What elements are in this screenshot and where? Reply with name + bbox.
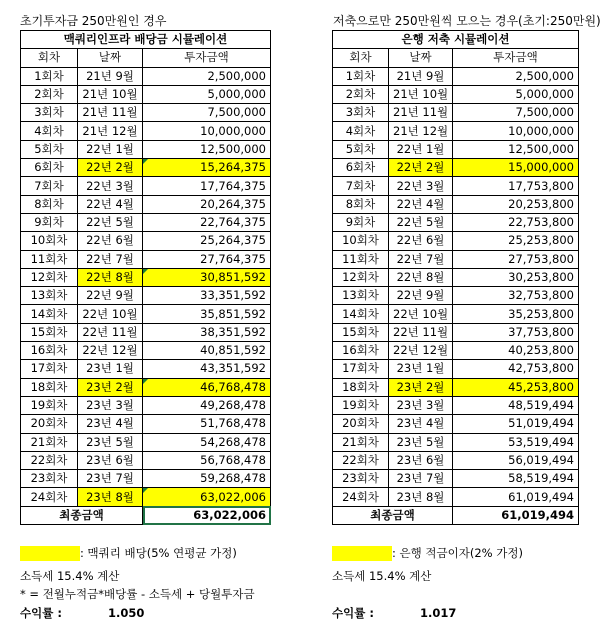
date-cell[interactable]: 23년 6월 (78, 451, 143, 469)
date-cell[interactable]: 22년 12월 (389, 342, 453, 360)
amount-cell[interactable]: 56,019,494 (453, 451, 579, 469)
date-cell[interactable]: 22년 1월 (389, 140, 453, 158)
round-cell[interactable]: 16회차 (333, 342, 389, 360)
round-cell[interactable]: 2회차 (333, 85, 389, 103)
left-caption: 초기투자금 250만원인 경우 (20, 14, 167, 28)
amount-cell[interactable]: 27,753,800 (453, 250, 579, 268)
left-legend (20, 545, 237, 561)
date-cell[interactable]: 22년 4월 (389, 195, 453, 213)
amount-cell[interactable]: 17,753,800 (453, 177, 579, 195)
date-cell[interactable]: 22년 11월 (389, 323, 453, 341)
table-row (21, 396, 271, 414)
amount-cell[interactable]: 63,022,006 (143, 488, 271, 506)
amount-cell[interactable]: 49,268,478 (143, 396, 271, 414)
date-cell[interactable]: 22년 1월 (78, 140, 143, 158)
table-title[interactable]: 맥쿼리인프라 배당금 시뮬레이션 (21, 31, 271, 49)
amount-cell[interactable]: 56,768,478 (143, 451, 271, 469)
amount-cell[interactable]: 33,351,592 (143, 287, 271, 305)
round-cell[interactable]: 3회차 (333, 104, 389, 122)
date-cell[interactable]: 21년 11월 (78, 104, 143, 122)
table-header-row (333, 49, 579, 67)
formula-note: * = 전월누적금*배당률 - 소득세 + 당월투자금 (20, 587, 255, 601)
date-cell[interactable]: 23년 5월 (78, 433, 143, 451)
round-cell[interactable]: 20회차 (21, 415, 78, 433)
date-cell[interactable]: 22년 10월 (389, 305, 453, 323)
round-cell[interactable]: 8회차 (333, 195, 389, 213)
amount-cell[interactable]: 42,753,800 (453, 360, 579, 378)
date-cell[interactable]: 23년 4월 (78, 415, 143, 433)
round-cell[interactable]: 10회차 (21, 232, 78, 250)
amount-cell[interactable]: 5,000,000 (453, 85, 579, 103)
round-cell[interactable]: 24회차 (333, 488, 389, 506)
table-row (21, 122, 271, 140)
table-row (333, 232, 579, 250)
table-row (21, 415, 271, 433)
table-row (21, 323, 271, 341)
amount-cell[interactable]: 43,351,592 (143, 360, 271, 378)
date-cell[interactable]: 22년 3월 (78, 177, 143, 195)
amount-cell[interactable]: 20,253,800 (453, 195, 579, 213)
date-cell[interactable]: 21년 12월 (78, 122, 143, 140)
table-row (333, 378, 579, 396)
table-row (333, 195, 579, 213)
amount-cell[interactable]: 7,500,000 (143, 104, 271, 122)
table-row (21, 378, 271, 396)
amount-cell[interactable]: 27,764,375 (143, 250, 271, 268)
table-row (21, 305, 271, 323)
amount-cell[interactable]: 12,500,000 (453, 140, 579, 158)
round-cell[interactable]: 5회차 (21, 140, 78, 158)
date-cell[interactable]: 21년 11월 (389, 104, 453, 122)
round-cell[interactable]: 22회차 (333, 451, 389, 469)
date-cell[interactable]: 22년 3월 (389, 177, 453, 195)
round-cell[interactable]: 16회차 (21, 342, 78, 360)
amount-cell[interactable]: 32,753,800 (453, 287, 579, 305)
date-cell[interactable]: 23년 1월 (389, 360, 453, 378)
round-cell[interactable]: 13회차 (21, 287, 78, 305)
table-title-row (333, 31, 579, 49)
date-cell[interactable]: 21년 10월 (78, 85, 143, 103)
table-row (21, 250, 271, 268)
round-cell[interactable]: 6회차 (21, 159, 78, 177)
round-cell[interactable]: 19회차 (21, 396, 78, 414)
date-cell[interactable]: 22년 5월 (78, 213, 143, 231)
round-cell[interactable]: 7회차 (333, 177, 389, 195)
table-row (333, 323, 579, 341)
table-title-row (21, 31, 271, 49)
round-cell[interactable]: 5회차 (333, 140, 389, 158)
round-cell[interactable]: 23회차 (333, 470, 389, 488)
date-cell[interactable]: 22년 7월 (389, 250, 453, 268)
savings-simulation-table (332, 30, 579, 525)
date-cell[interactable]: 22년 9월 (78, 287, 143, 305)
round-cell[interactable]: 4회차 (333, 122, 389, 140)
date-cell[interactable]: 22년 12월 (78, 342, 143, 360)
table-row (333, 396, 579, 414)
table-row (333, 122, 579, 140)
table-row (333, 433, 579, 451)
highlight-swatch (332, 546, 392, 561)
amount-cell[interactable]: 20,264,375 (143, 195, 271, 213)
total-value[interactable]: 61,019,494 (453, 506, 579, 524)
date-cell[interactable]: 23년 3월 (389, 396, 453, 414)
date-cell[interactable]: 23년 4월 (389, 415, 453, 433)
table-row (333, 360, 579, 378)
total-value[interactable]: 63,022,006 (143, 506, 271, 524)
table-row (21, 488, 271, 506)
round-cell[interactable]: 18회차 (21, 378, 78, 396)
table-row (21, 470, 271, 488)
round-cell[interactable]: 13회차 (333, 287, 389, 305)
round-cell[interactable]: 1회차 (21, 67, 78, 85)
date-cell[interactable]: 21년 9월 (78, 67, 143, 85)
date-cell[interactable]: 21년 10월 (389, 85, 453, 103)
date-cell[interactable]: 22년 11월 (78, 323, 143, 341)
amount-cell[interactable]: 25,253,800 (453, 232, 579, 250)
left-yield (20, 605, 144, 621)
round-cell[interactable]: 7회차 (21, 177, 78, 195)
table-row (21, 195, 271, 213)
round-cell[interactable]: 9회차 (21, 213, 78, 231)
table-row (333, 415, 579, 433)
amount-cell[interactable]: 54,268,478 (143, 433, 271, 451)
amount-cell[interactable]: 35,851,592 (143, 305, 271, 323)
round-cell[interactable]: 18회차 (333, 378, 389, 396)
amount-cell[interactable]: 46,768,478 (143, 378, 271, 396)
table-row (333, 451, 579, 469)
amount-cell[interactable]: 22,753,800 (453, 213, 579, 231)
round-cell[interactable]: 24회차 (21, 488, 78, 506)
amount-cell[interactable]: 15,000,000 (453, 159, 579, 177)
header-round[interactable]: 회차 (333, 49, 389, 67)
round-cell[interactable]: 6회차 (333, 159, 389, 177)
date-cell[interactable]: 23년 5월 (389, 433, 453, 451)
table-row (21, 451, 271, 469)
date-cell[interactable]: 22년 6월 (78, 232, 143, 250)
amount-cell[interactable]: 22,764,375 (143, 213, 271, 231)
date-cell[interactable]: 23년 8월 (389, 488, 453, 506)
date-cell[interactable]: 23년 1월 (78, 360, 143, 378)
table-row (21, 177, 271, 195)
table-row (333, 488, 579, 506)
round-cell[interactable]: 17회차 (333, 360, 389, 378)
amount-cell[interactable]: 51,019,494 (453, 415, 579, 433)
total-row (333, 506, 579, 524)
table-row (333, 287, 579, 305)
amount-cell[interactable]: 7,500,000 (453, 104, 579, 122)
amount-cell[interactable]: 40,253,800 (453, 342, 579, 360)
date-cell[interactable]: 22년 9월 (389, 287, 453, 305)
table-row (333, 342, 579, 360)
right-legend-text: : 은행 적금이자(2% 가정) (392, 546, 523, 560)
total-row (21, 506, 271, 524)
header-amount[interactable]: 투자금액 (453, 49, 579, 67)
date-cell[interactable]: 22년 7월 (78, 250, 143, 268)
date-cell[interactable]: 23년 3월 (78, 396, 143, 414)
round-cell[interactable]: 14회차 (21, 305, 78, 323)
amount-cell[interactable]: 5,000,000 (143, 85, 271, 103)
table-row (21, 140, 271, 158)
amount-cell[interactable]: 15,264,375 (143, 159, 271, 177)
amount-cell[interactable]: 40,851,592 (143, 342, 271, 360)
left-legend-text: : 맥쿼리 배당(5% 연평균 가정) (80, 546, 237, 560)
round-cell[interactable]: 2회차 (21, 85, 78, 103)
date-cell[interactable]: 23년 7월 (78, 470, 143, 488)
table-row (333, 470, 579, 488)
date-cell[interactable]: 23년 6월 (389, 451, 453, 469)
round-cell[interactable]: 21회차 (21, 433, 78, 451)
amount-cell[interactable]: 53,519,494 (453, 433, 579, 451)
amount-cell[interactable]: 58,519,494 (453, 470, 579, 488)
table-row (21, 213, 271, 231)
table-row (333, 250, 579, 268)
table-row (21, 159, 271, 177)
header-round[interactable]: 회차 (21, 49, 78, 67)
amount-cell[interactable]: 35,253,800 (453, 305, 579, 323)
table-row (21, 360, 271, 378)
right-yield (332, 605, 456, 621)
total-label[interactable]: 최종금액 (21, 506, 143, 524)
amount-cell[interactable]: 12,500,000 (143, 140, 271, 158)
table-row (333, 213, 579, 231)
amount-cell[interactable]: 10,000,000 (143, 122, 271, 140)
table-row (21, 85, 271, 103)
right-tax-note: 소득세 15.4% 계산 (332, 569, 432, 583)
table-row (21, 67, 271, 85)
amount-cell[interactable]: 25,264,375 (143, 232, 271, 250)
round-cell[interactable]: 15회차 (333, 323, 389, 341)
date-cell[interactable]: 21년 9월 (389, 67, 453, 85)
table-title[interactable]: 은행 저축 시뮬레이션 (333, 31, 579, 49)
left-tax-note: 소득세 15.4% 계산 (20, 569, 120, 583)
round-cell[interactable]: 3회차 (21, 104, 78, 122)
amount-cell[interactable]: 30,253,800 (453, 268, 579, 286)
table-row (21, 104, 271, 122)
table-row (21, 287, 271, 305)
date-cell[interactable]: 22년 8월 (78, 268, 143, 286)
date-cell[interactable]: 23년 8월 (78, 488, 143, 506)
table-row (21, 268, 271, 286)
table-header-row (21, 49, 271, 67)
round-cell[interactable]: 11회차 (333, 250, 389, 268)
right-yield-value: 1.017 (419, 606, 457, 620)
highlight-swatch (20, 546, 80, 561)
date-cell[interactable]: 23년 2월 (78, 378, 143, 396)
amount-cell[interactable]: 30,851,592 (143, 268, 271, 286)
header-amount[interactable]: 투자금액 (143, 49, 271, 67)
total-label[interactable]: 최종금액 (333, 506, 453, 524)
date-cell[interactable]: 22년 5월 (389, 213, 453, 231)
amount-cell[interactable]: 59,268,478 (143, 470, 271, 488)
round-cell[interactable]: 15회차 (21, 323, 78, 341)
right-legend (332, 545, 523, 561)
round-cell[interactable]: 12회차 (21, 268, 78, 286)
round-cell[interactable]: 8회차 (21, 195, 78, 213)
round-cell[interactable]: 21회차 (333, 433, 389, 451)
amount-cell[interactable]: 17,764,375 (143, 177, 271, 195)
amount-cell[interactable]: 37,753,800 (453, 323, 579, 341)
round-cell[interactable]: 23회차 (21, 470, 78, 488)
table-row (333, 305, 579, 323)
amount-cell[interactable]: 61,019,494 (453, 488, 579, 506)
round-cell[interactable]: 19회차 (333, 396, 389, 414)
round-cell[interactable]: 14회차 (333, 305, 389, 323)
date-cell[interactable]: 22년 2월 (389, 159, 453, 177)
right-caption: 저축으로만 250만원씩 모으는 경우(초기:250만원) (333, 14, 601, 28)
amount-cell[interactable]: 45,253,800 (453, 378, 579, 396)
table-row (333, 104, 579, 122)
amount-cell[interactable]: 2,500,000 (453, 67, 579, 85)
date-cell[interactable]: 22년 4월 (78, 195, 143, 213)
date-cell[interactable]: 22년 6월 (389, 232, 453, 250)
left-yield-value: 1.050 (107, 606, 145, 620)
date-cell[interactable]: 22년 8월 (389, 268, 453, 286)
round-cell[interactable]: 11회차 (21, 250, 78, 268)
header-date[interactable]: 날짜 (78, 49, 143, 67)
date-cell[interactable]: 23년 2월 (389, 378, 453, 396)
header-date[interactable]: 날짜 (389, 49, 453, 67)
table-row (333, 67, 579, 85)
table-row (333, 177, 579, 195)
round-cell[interactable]: 17회차 (21, 360, 78, 378)
left-yield-label: 수익률 : (20, 606, 62, 620)
round-cell[interactable]: 9회차 (333, 213, 389, 231)
right-yield-label: 수익률 : (332, 606, 374, 620)
round-cell[interactable]: 22회차 (21, 451, 78, 469)
table-row (21, 433, 271, 451)
date-cell[interactable]: 23년 7월 (389, 470, 453, 488)
date-cell[interactable]: 22년 2월 (78, 159, 143, 177)
amount-cell[interactable]: 38,351,592 (143, 323, 271, 341)
table-row (333, 159, 579, 177)
amount-cell[interactable]: 2,500,000 (143, 67, 271, 85)
round-cell[interactable]: 1회차 (333, 67, 389, 85)
table-row (333, 140, 579, 158)
amount-cell[interactable]: 48,519,494 (453, 396, 579, 414)
round-cell[interactable]: 12회차 (333, 268, 389, 286)
round-cell[interactable]: 10회차 (333, 232, 389, 250)
amount-cell[interactable]: 10,000,000 (453, 122, 579, 140)
date-cell[interactable]: 22년 10월 (78, 305, 143, 323)
table-row (333, 85, 579, 103)
table-row (21, 232, 271, 250)
table-row (21, 342, 271, 360)
dividend-simulation-table (20, 30, 271, 525)
amount-cell[interactable]: 51,768,478 (143, 415, 271, 433)
table-row (333, 268, 579, 286)
round-cell[interactable]: 20회차 (333, 415, 389, 433)
round-cell[interactable]: 4회차 (21, 122, 78, 140)
date-cell[interactable]: 21년 12월 (389, 122, 453, 140)
